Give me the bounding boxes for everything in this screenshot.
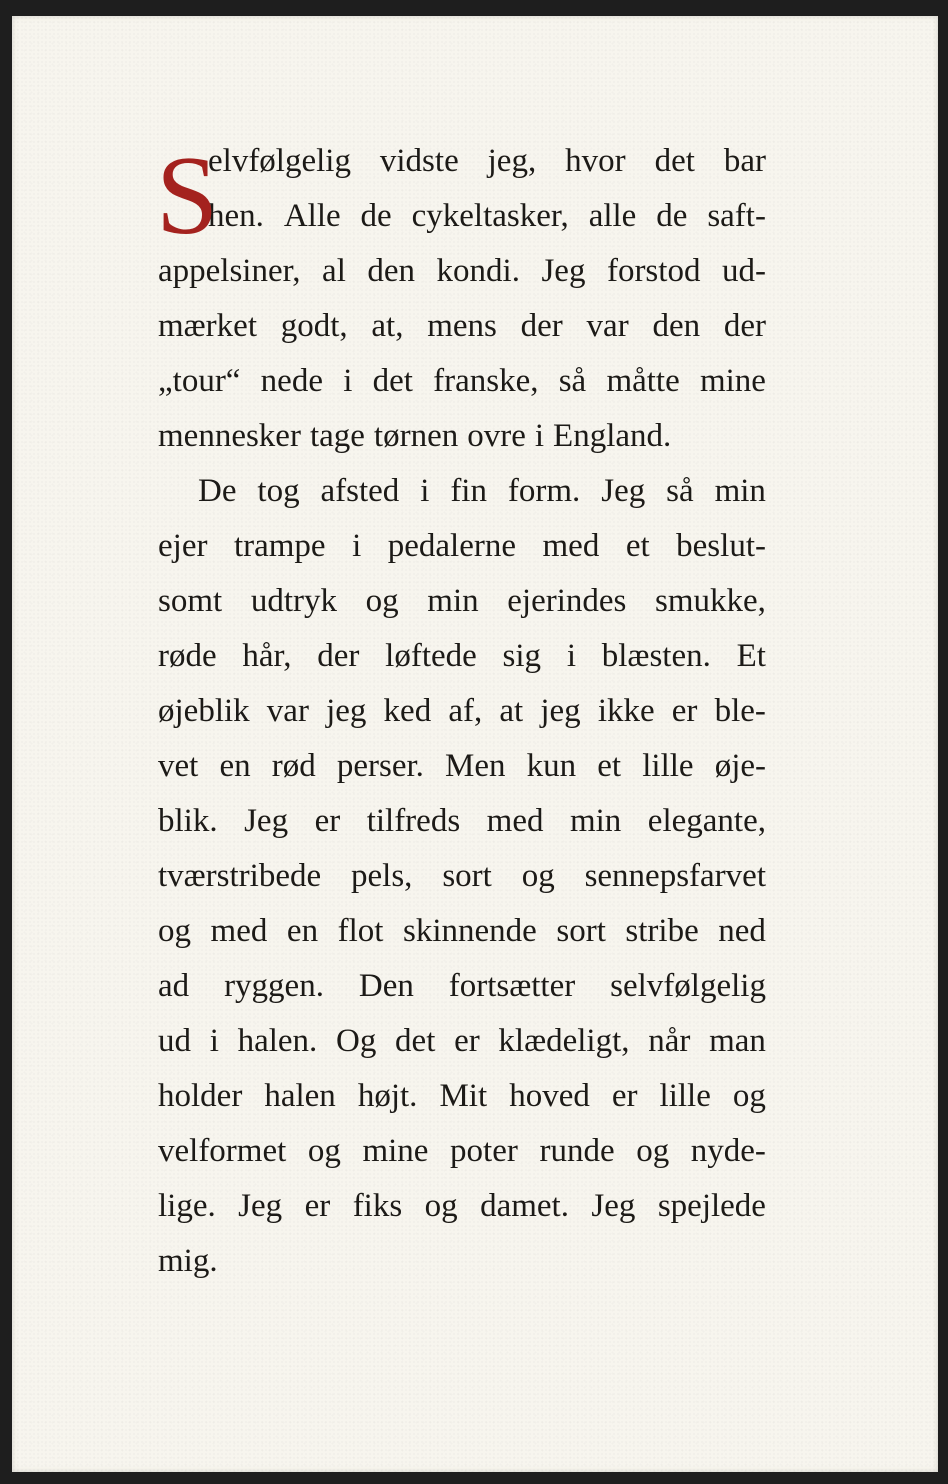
paragraph-2	[158, 464, 766, 1289]
text-line: røde hår, der løftede sig i blæsten. Et	[158, 638, 766, 674]
text-line: mennesker tage tørnen ovre i England.	[158, 418, 672, 454]
text-line: „tour“ nede i det franske, så måtte mine	[158, 363, 766, 399]
text-line: og med en flot skinnende sort stribe ned	[158, 913, 766, 949]
text-line: øjeblik var jeg ked af, at jeg ikke er ble-	[158, 693, 766, 729]
text-line: blik. Jeg er tilfreds med min elegante,	[158, 803, 766, 839]
text-line: appelsiner, al den kondi. Jeg forstod ud-	[158, 253, 766, 289]
text-line: tværstribede pels, sort og sennepsfarvet	[158, 858, 766, 894]
text-line: elvfølgelig vidste jeg, hvor det bar	[208, 143, 766, 179]
text-line: vet en rød perser. Men kun et lille øje-	[158, 748, 766, 784]
text-line: somt udtryk og min ejerindes smukke,	[158, 583, 766, 619]
text-line: velformet og mine poter runde og nyde-	[158, 1133, 766, 1169]
text-line: mærket godt, at, mens der var den der	[158, 308, 766, 344]
text-line: hen. Alle de cykeltasker, alle de saft-	[208, 198, 766, 234]
text-line: lige. Jeg er fiks og damet. Jeg spejlede	[158, 1188, 766, 1224]
text-line: ejer trampe i pedalerne med et beslut-	[158, 528, 766, 564]
text-line: ud i halen. Og det er klædeligt, når man	[158, 1023, 766, 1059]
text-line: De tog afsted i fin form. Jeg så min	[198, 473, 766, 509]
paragraph-1	[158, 134, 766, 464]
text-line: holder halen højt. Mit hoved er lille og	[158, 1078, 766, 1114]
drop-cap: S	[156, 134, 219, 258]
book-back-cover	[12, 16, 938, 1472]
body-text	[158, 134, 766, 1289]
text-line: ad ryggen. Den fortsætter selvfølgelig	[158, 968, 766, 1004]
text-line: mig.	[158, 1243, 218, 1279]
